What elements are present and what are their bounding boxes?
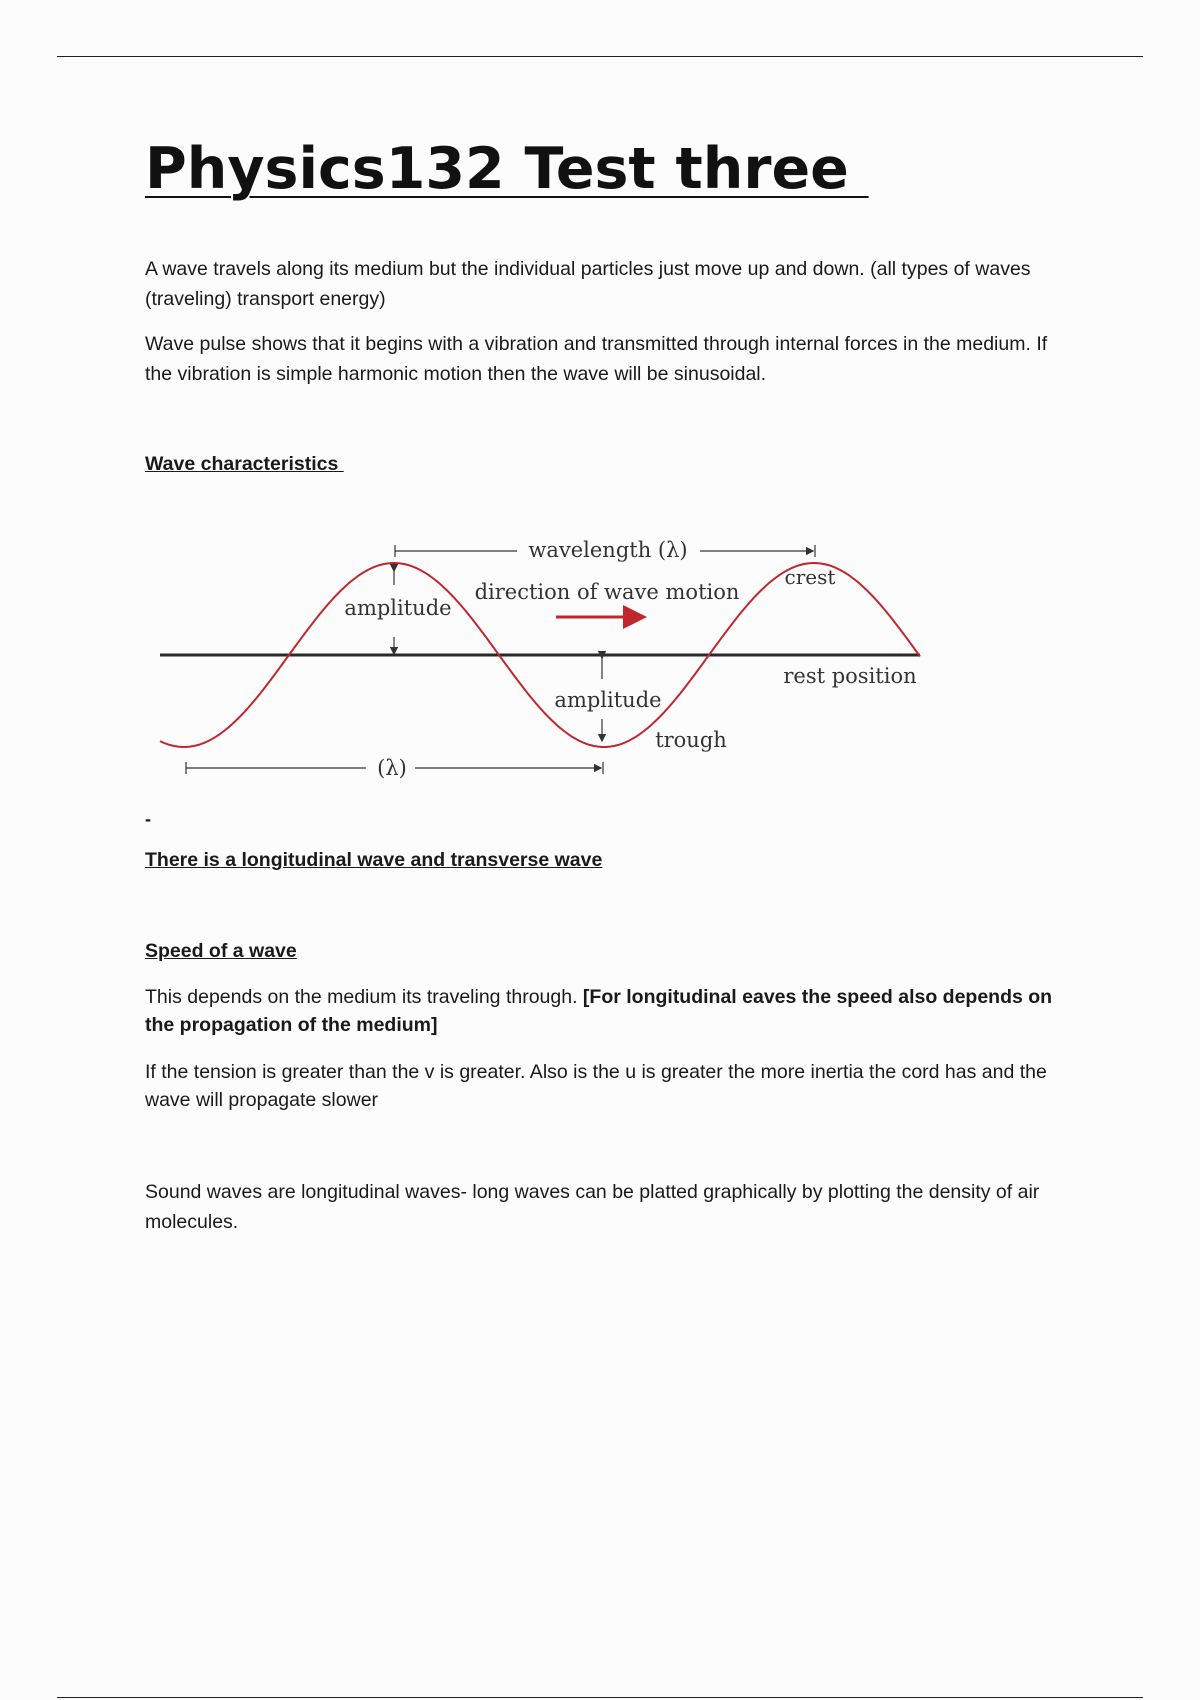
lambda-label: (λ) <box>377 756 407 780</box>
top-rule <box>57 56 1143 57</box>
speed-paragraph-1-bold: [For longitudinal eaves the speed also depends on the propagation of the medium] <box>145 986 1053 1036</box>
intro-paragraph-2: Wave pulse shows that it begins with a vibration and transmitted through internal forces in the medium. If the vibration is simple harmonic motion then the wave will be sinusoidal. <box>145 333 1048 385</box>
amplitude-top-label: amplitude <box>344 596 452 620</box>
trough-label: trough <box>655 728 727 752</box>
page-title: Physics132 Test three <box>145 136 869 202</box>
speed-heading: Speed of a wave <box>145 940 297 962</box>
rest-position-label: rest position <box>783 664 917 688</box>
direction-label: direction of wave motion <box>474 580 740 604</box>
amplitude-top-indicator <box>344 570 451 653</box>
speed-paragraph-1 <box>145 983 1065 1039</box>
crest-label: crest <box>784 565 836 589</box>
intro-paragraph-1: A wave travels along its medium but the individual particles just move up and down. (all types of waves (traveling) transport energy) <box>145 258 1031 310</box>
wavelength-top-dimension <box>395 538 815 562</box>
speed-paragraph-2: If the tension is greater than the v is greater. Also is the u is greater the more inertia the cord has and the wave will propagate slower <box>145 1061 1047 1111</box>
amplitude-bottom-indicator <box>554 657 661 740</box>
wave-diagram <box>152 515 932 795</box>
wavelength-bottom-dimension <box>186 756 603 780</box>
wave-types-heading: There is a longitudinal wave and transverse wave <box>145 849 603 871</box>
wave-characteristics-heading: Wave characteristics <box>145 453 344 475</box>
dash-marker: - <box>145 809 151 829</box>
speed-paragraph-3: Sound waves are longitudinal waves- long waves can be platted graphically by plotting the density of air molecules. <box>145 1181 1040 1233</box>
amplitude-bottom-label: amplitude <box>554 688 662 712</box>
bottom-rule <box>57 1697 1143 1698</box>
wavelength-label: wavelength (λ) <box>528 538 688 562</box>
speed-paragraph-1-text: This depends on the medium its traveling through. <box>145 986 583 1008</box>
